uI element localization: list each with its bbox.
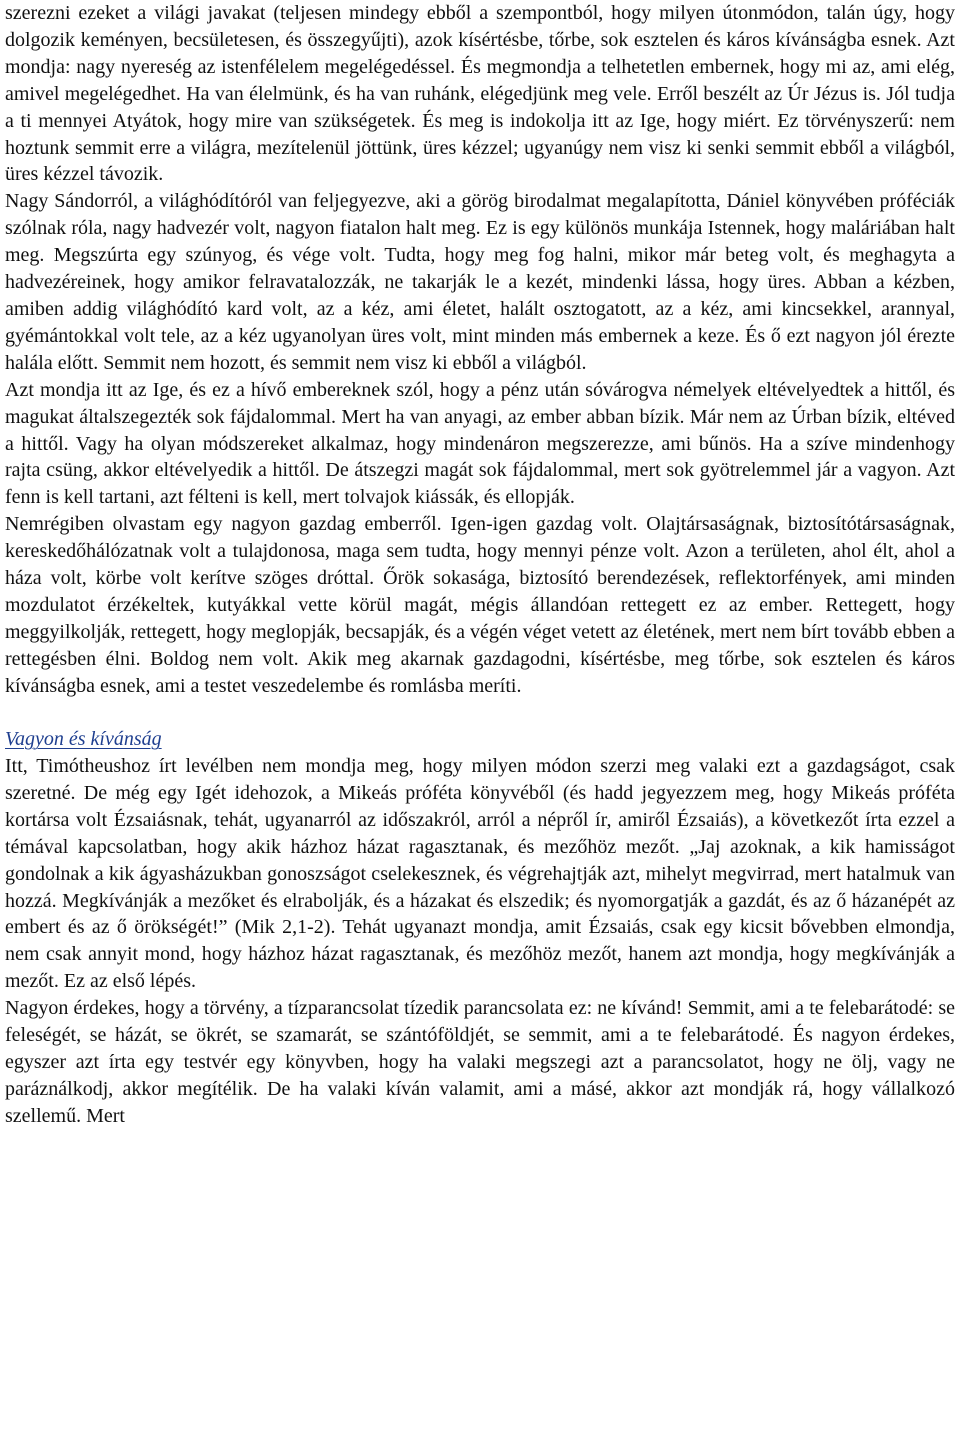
section-heading: Vagyon és kívánság — [5, 728, 162, 751]
paragraph-empty-handed: szerezni ezeket a világi javakat (teljesen mindegy ebből a szempontból, hogy milyen útonmódon, talán úgy, hogy dolgozik keményen, becsületesen, és összegyűjti), azok kísértésbe, tőrbe, sok esztelen és káros kívánságba esnek. Azt mondja: nagy nyereség az istenfélelem megelégedéssel. És megmondja a telhetetlen embernek, hogy mi az, ami elég, amivel megelégedhet. Ha van élelmünk, és ha van ruhánk, elégedjünk meg vele. Erről beszélt az Úr Jézus is. Jól tudja a ti mennyei Atyátok, hogy mire van szükségetek. És meg is indokolja itt az Ige, hogy miért. Ez törvényszerű: nem hoztunk semmit erre a világra, mezítelenül jöttünk, üres kézzel; ugyanúgy nem visz ki senki semmit ebből a világból, üres kézzel távozik. — [5, 2, 955, 186]
document-page — [5, 0, 955, 1448]
paragraph-rich-man-story: Nemrégiben olvastam egy nagyon gazdag emberről. Igen-igen gazdag volt. Olajtársaságnak, biztosítótársaságnak, kereskedőhálózatnak volt a tulajdonosa, maga sem tudta, hogy mennyi pénze volt. Azon a területen, ahol élt, ahol a háza volt, körbe volt kerítve szöges dróttal. Őrök sokasága, biztosító berendezések, reflektorfények, ami minden mozdulatot érzékeltek, kutyákkal vette körül magát, mégis állandóan rettegett ez az ember. Rettegett, hogy meggyilkolják, rettegett, hogy meglopják, becsapják, és a végén véget vetett az életének, mert nem bírt tovább ebben a rettegésben élni. Boldog nem volt. Akik meg akarnak gazdagodni, kísértésbe, meg tőrbe, sok esztelen és káros kívánságba esnek, ami a testet veszedelembe és romlásba meríti. — [5, 513, 955, 697]
paragraph-straying-from-faith: Azt mondja itt az Ige, és ez a hívő embereknek szól, hogy a pénz után sóvárogva némelyek eltévelyedtek a hittől, és magukat általszegezték sok fájdalommal. Mert ha van anyagi, az ember abban bízik. Már nem az Úrban bízik, eltéved a hittől. Vagy ha olyan módszereket alkalmaz, hogy mindenáron megszerezze, ami bűnös. Ha a szíve mindenhogy rajta csüng, akkor eltévelyedik a hittől. De átszegzi magát sok fájdalommal, mert sok gyötrelemmel jár a vagyon. Azt fenn is kell tartani, azt félteni is kell, mert tolvajok kiássák, és ellopják. — [5, 378, 955, 509]
paragraph-alexander-the-great: Nagy Sándorról, a világhódítóról van feljegyezve, aki a görög birodalmat megalapította, Dániel könyvében próféciák szólnak róla, nagy hadvezér volt, nagyon fiatalon halt meg. Ez is egy különös munkája Istennek, hogy maláriában halt meg. Megszúrta egy szúnyog, és vége volt. Tudta, hogy meg fog halni, mikor már beteg volt, és meghagyta a hadvezéreinek, hogy amikor felravatalozzák, ne takarják le a kezét, mindenki lássa, hogy üres. Abban a kézben, amiben addig világhódító kard volt, az a kéz, ami életet, halált osztogatott, az a kéz, ami kincsekkel, arannyal, gyémántokkal volt tele, az a kéz ugyanolyan üres volt, mint minden más embernek a keze. És ő ezt nagyon jól érezte halála előtt. Semmit nem hozott, és semmit nem visz ki ebből a világból. — [5, 190, 955, 374]
paragraph-tenth-commandment: Nagyon érdekes, hogy a törvény, a tízparancsolat tízedik parancsolata ez: ne kívánd! Semmit, ami a te felebarátodé: se feleségét, se házát, se ökrét, se szamarát, se szántóföldjét, se semmit, ami a te felebarátodé. És nagyon érdekes, egyszer azt írta egy testvér egy könyvben, hogy ha valaki megszegi azt a parancsolatot, hogy ne ölj, vagy ne paráználkodj, akkor megítélik. De ha valaki kíván valamit, ami a másé, akkor azt mondják rá, hogy vállalkozó szellemű. Mert — [5, 997, 955, 1127]
paragraph-micah-prophecy: Itt, Timótheushoz írt levélben nem mondja meg, hogy milyen módon szerzi meg valaki ezt a gazdagságot, csak szeretné. De még egy Igét idehozok, a Mikeás próféta könyvéből (és hadd jegyezzem meg, hogy Mikeás próféta kortársa volt Ézsaiásnak, tehát, ugyanarról az időszakról, arról a népről ír, amiről Ézsaiás), a következőt írta ezzel a témával kapcsolatban, hogy akik házhoz házat ragasztanak, és mezőhöz mezőt. „Jaj azoknak, a kik hamisságot gondolnak a kik ágyasházukban gonoszságot cselekesznek, és végrehajtják azt, mihelyt megvirrad, mert hatalmuk van hozzá. Megkívánják a mezőket és elrabolják, és a házakat és elszedik; és nyomorgatják a gazdát, és az ő házanépét az embert és az ő örökségét!” (Mik 2,1-2). Tehát ugyanazt mondja, amit Ézsaiás, csak egy kicsit bővebben elmondja, nem csak annyit mond, hogy házhoz házat ragasztanak, és mezőhöz mezőt, hanem azt mondja, hogy megkívánják a mezőt. Ez az első lépés. — [5, 754, 955, 993]
